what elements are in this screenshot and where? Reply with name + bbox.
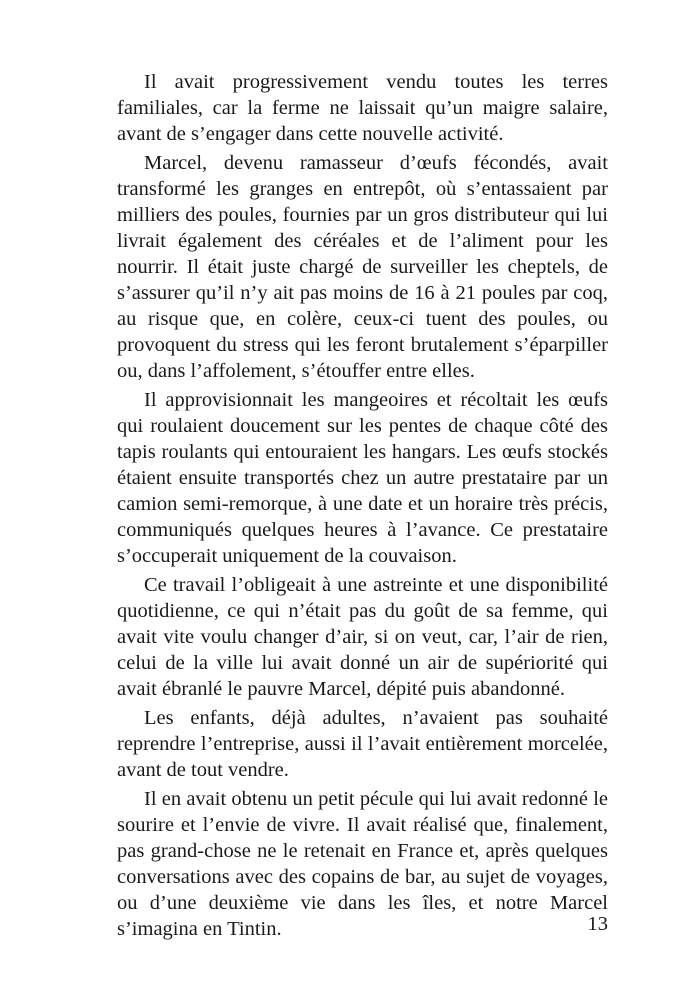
body-text [117, 69, 608, 945]
paragraph: Il avait progressivement vendu toutes les terres familiales, car la ferme ne laissait qu’un maigre salaire, avant de s’engager dans cette nouvelle activité. [117, 71, 608, 145]
paragraph: Les enfants, déjà adultes, n’avaient pas souhaité reprendre l’entreprise, aussi il l’avait entièrement morcelée, avant de tout vendre. [117, 707, 608, 781]
paragraph: Ce travail l’obligeait à une astreinte et une disponibilité quotidienne, ce qui n’était pas du goût de sa femme, qui avait vite voulu changer d’air, si on veut, car, l’air de rien, celui de la ville lui avait donné un air de supériorité qui avait ébranlé le pauvre Marcel, dépité puis abandonné. [117, 574, 608, 700]
paragraph: Marcel, devenu ramasseur d’œufs fécondés, avait transformé les granges en entrepôt, où s’entassaient par milliers des poules, fournies par un gros distributeur qui lui livrait également des céréales et de l’aliment pour les nourrir. Il était juste chargé de surveiller les cheptels, de s’assurer qu’il n’y ait pas moins de 16 à 21 poules par coq, au risque que, en colère, ceux-ci tuent des poules, ou provoquent du stress qui les feront brutalement s’éparpiller ou, dans l’affolement, s’étouffer entre elles. [117, 152, 608, 382]
paragraph: Il en avait obtenu un petit pécule qui lui avait redonné le sourire et l’envie de vivre. Il avait réalisé que, finalement, pas grand-chose ne le retenait en France et, après quelques conversations avec des copains de bar, au sujet de voyages, ou d’une deuxième vie dans les îles, et notre Marcel s’imagina en Tintin. [117, 788, 608, 940]
page-number: 13 [587, 913, 608, 935]
paragraph: Il approvisionnait les mangeoires et récoltait les œufs qui roulaient doucement sur les pentes de chaque côté des tapis roulants qui entouraient les hangars. Les œufs stockés étaient ensuite transportés chez un autre prestataire par un camion semi-remorque, à une date et un horaire très précis, communiqués quelques heures à l’avance. Ce prestataire s’occuperait uniquement de la couvaison. [117, 389, 608, 567]
